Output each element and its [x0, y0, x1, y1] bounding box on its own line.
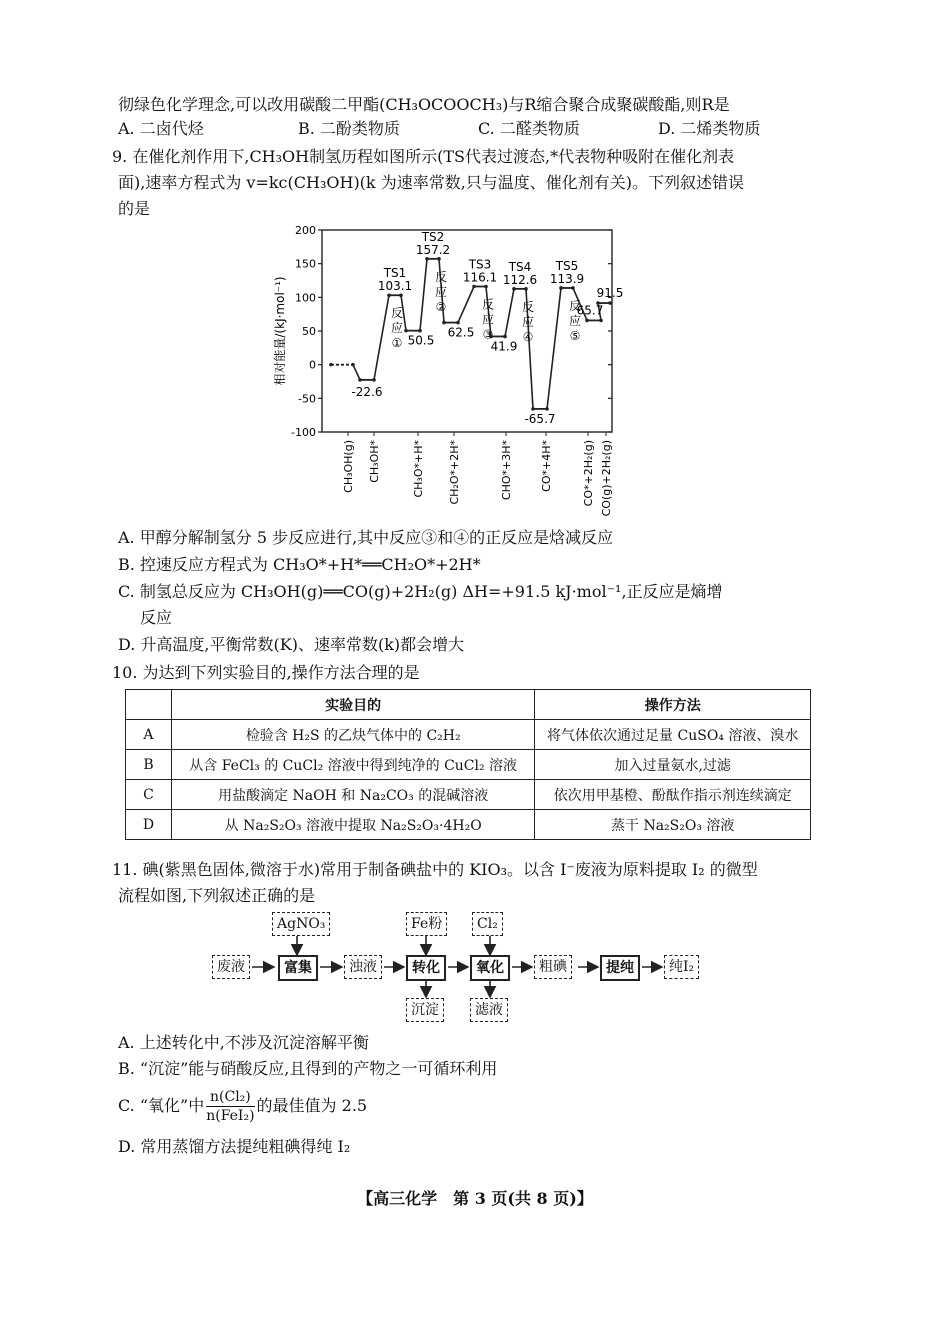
reaction-label: 应	[568, 313, 582, 328]
q9-option-b: B. 控速反应方程式为 CH₃O*+H*══CH₂O*+2H*	[118, 555, 481, 574]
row-label: C	[126, 780, 172, 810]
q9-option-c-cont: 反应	[140, 608, 173, 627]
output-precipitate-box: 沉淀	[406, 998, 444, 1022]
y-tick-label: 0	[309, 358, 316, 372]
level-value-label: -22.6	[351, 384, 383, 399]
table-header-label	[126, 690, 172, 720]
level-value-label: 91.5	[596, 286, 624, 301]
table-row	[126, 750, 811, 780]
q11-option-c-suffix: 的最佳值为 2.5	[256, 1096, 368, 1115]
table-row	[126, 720, 811, 750]
level-point	[329, 363, 333, 367]
q10-stem: 10. 为达到下列实验目的,操作方法合理的是	[112, 663, 420, 682]
x-category-label: CO*+4H*	[540, 440, 553, 492]
reagent-cl2-box: Cl₂	[472, 912, 503, 936]
q9-option-c: C. 制氢总反应为 CH₃OH(g)══CO(g)+2H₂(g) ΔH=+91.5 kJ·mol⁻¹,正反应是熵增	[118, 582, 723, 601]
energy-connector	[547, 288, 561, 409]
y-tick-label: 150	[295, 257, 316, 271]
reaction-label: 反	[481, 297, 495, 312]
level-point	[608, 301, 612, 305]
energy-connector	[458, 286, 474, 322]
q11-stem-line2: 流程如图,下列叙述正确的是	[118, 886, 316, 905]
flow-waste-liquid: 废液	[212, 955, 250, 979]
row-purpose: 从含 FeCl₃ 的 CuCl₂ 溶液中得到纯净的 CuCl₂ 溶液	[171, 750, 534, 780]
q11-option-a: A. 上述转化中,不涉及沉淀溶解平衡	[118, 1033, 369, 1052]
q11-option-d: D. 常用蒸馏方法提纯粗碘得纯 I₂	[118, 1137, 351, 1156]
q11-option-c-prefix: C. “氧化”中	[118, 1096, 205, 1115]
row-purpose: 检验含 H₂S 的乙炔气体中的 C₂H₂	[171, 720, 534, 750]
level-point	[585, 319, 589, 323]
q8-stem: 彻绿色化学理念,可以改用碳酸二甲酯(CH₃OCOOCH₃)与R缩合聚合成聚碳酸酯,则R是	[118, 95, 730, 114]
x-category-label: CH₃OH*	[368, 440, 381, 483]
level-point	[387, 293, 391, 297]
x-category-label: CO*+2H₂(g)	[582, 440, 595, 507]
reaction-label: 应	[521, 314, 535, 329]
row-method: 将气体依次通过足量 CuSO₄ 溶液、溴水	[535, 720, 811, 750]
row-method: 蒸干 Na₂S₂O₃ 溶液	[535, 810, 811, 840]
flow-conversion: 转化	[406, 955, 446, 981]
x-category-label: CHO*+3H*	[500, 440, 513, 501]
q11-option-c	[118, 1088, 367, 1125]
x-category-label: CH₂O*+2H*	[448, 440, 461, 505]
fraction-denominator: n(FeI₂)	[206, 1108, 255, 1124]
reaction-label: 应	[434, 284, 448, 299]
level-point	[531, 407, 535, 411]
row-method: 依次用甲基橙、酚酞作指示剂连续滴定	[535, 780, 811, 810]
reaction-label: 反	[521, 299, 535, 314]
ts-value-label: 112.6	[502, 272, 538, 287]
reaction-label: ③	[482, 327, 494, 342]
row-purpose: 用盐酸滴定 NaOH 和 Na₂CO₃ 的混碱溶液	[171, 780, 534, 810]
ts-value-label: 116.1	[462, 270, 498, 285]
reaction-label: ①	[391, 336, 403, 351]
y-tick-label: -100	[291, 426, 316, 439]
level-point	[512, 287, 516, 291]
table-header-purpose: 实验目的	[171, 690, 534, 720]
level-point	[404, 329, 408, 333]
flow-crude-iodine: 粗碘	[534, 955, 572, 979]
y-axis-label: 相对能量/(kJ·mol⁻¹)	[273, 276, 287, 386]
reaction-label: 反	[434, 269, 448, 284]
q8-option-a: A. 二卤代烃	[118, 119, 204, 138]
reagent-fe-box: Fe粉	[406, 912, 447, 936]
flow-purification: 提纯	[600, 955, 640, 981]
level-value-label: 62.5	[447, 325, 475, 340]
row-label: A	[126, 720, 172, 750]
flow-oxidation: 氧化	[470, 955, 510, 981]
table-header-row	[126, 690, 811, 720]
ts-name-label: TS5	[555, 258, 579, 273]
q9-option-d: D. 升高温度,平衡常数(K)、速率常数(k)都会增大	[118, 635, 465, 654]
x-category-label: CH₃OH(g)	[342, 440, 355, 493]
reaction-label: 反	[390, 306, 404, 321]
level-point	[559, 286, 563, 290]
y-tick-label: 50	[302, 325, 316, 338]
ts-name-label: TS2	[421, 229, 445, 244]
q8-option-d: D. 二烯类物质	[658, 119, 761, 138]
q8-option-b: B. 二酚类物质	[298, 119, 400, 138]
level-point	[358, 378, 362, 382]
ts-name-label: TS3	[468, 257, 492, 272]
ts-name-label: TS4	[508, 259, 532, 274]
y-tick-label: 100	[295, 291, 316, 305]
q8-options	[118, 116, 838, 142]
reaction-label: 应	[390, 321, 404, 336]
row-purpose: 从 Na₂S₂O₃ 溶液中提取 Na₂S₂O₃·4H₂O	[171, 810, 534, 840]
reaction-label: ④	[522, 329, 534, 344]
table-row	[126, 810, 811, 840]
ts-name-label: TS1	[383, 266, 407, 281]
level-value-label: 65.7	[576, 303, 604, 318]
reaction-label: 反	[568, 298, 582, 313]
q9-stem-line3: 的是	[118, 199, 151, 218]
fraction-numerator: n(Cl₂)	[206, 1088, 254, 1107]
level-value-label: -65.7	[524, 411, 556, 426]
level-value-label: 41.9	[490, 339, 518, 354]
row-label: D	[126, 810, 172, 840]
level-point	[472, 285, 476, 289]
q9-option-a: A. 甲醇分解制氢分 5 步反应进行,其中反应③和④的正反应是焓减反应	[118, 528, 614, 547]
page-footer: 【高三化学 第 3 页(共 8 页)】	[357, 1189, 593, 1208]
energy-connector	[353, 365, 360, 380]
reagent-agno3-box: AgNO₃	[272, 912, 330, 936]
flow-turbid-liquid: 浊液	[344, 955, 382, 979]
flow-enrich: 富集	[278, 955, 318, 981]
energy-connector	[374, 295, 389, 380]
q11-option-b: B. “沉淀”能与硝酸反应,且得到的产物之一可循环利用	[118, 1059, 498, 1078]
experiment-table	[125, 689, 811, 840]
level-value-label: 50.5	[407, 333, 435, 348]
energy-connector	[505, 289, 514, 337]
x-category-label: CO(g)+2H₂(g)	[600, 440, 613, 517]
mole-ratio-fraction	[206, 1088, 254, 1125]
output-filtrate-box: 滤液	[470, 998, 508, 1022]
level-point	[425, 257, 429, 261]
energy-profile-chart	[270, 222, 624, 517]
flow-pure-iodine: 纯I₂	[664, 955, 699, 979]
row-label: B	[126, 750, 172, 780]
reaction-label: ②	[435, 299, 447, 314]
energy-connector	[420, 259, 427, 331]
q9-stem-line2: 面),速率方程式为 v=kc(CH₃OH)(k 为速率常数,只与温度、催化剂有关)。下列叙述错误	[118, 173, 745, 192]
y-tick-label: -50	[298, 392, 316, 406]
reaction-label: ⑤	[569, 328, 581, 343]
y-tick-label: 200	[295, 224, 316, 237]
table-header-method: 操作方法	[535, 690, 811, 720]
ts-value-label: 113.9	[549, 271, 585, 286]
ts-value-label: 103.1	[377, 279, 413, 294]
table-row	[126, 780, 811, 810]
q8-option-c: C. 二醛类物质	[478, 119, 580, 138]
x-category-label: CH₃O*+H*	[412, 440, 425, 498]
q9-stem-line1: 9. 在催化剂作用下,CH₃OH制氢历程如图所示(TS代表过渡态,*代表物种吸附在催化剂表	[112, 147, 735, 166]
row-method: 加入过量氨水,过滤	[535, 750, 811, 780]
q11-stem-line1: 11. 碘(紫黑色固体,微溶于水)常用于制备碘盐中的 KIO₃。以含 I⁻废液为原料提取 I₂ 的微型	[112, 860, 758, 879]
level-point	[442, 321, 446, 325]
ts-value-label: 157.2	[415, 242, 451, 257]
reaction-label: 应	[481, 312, 495, 327]
